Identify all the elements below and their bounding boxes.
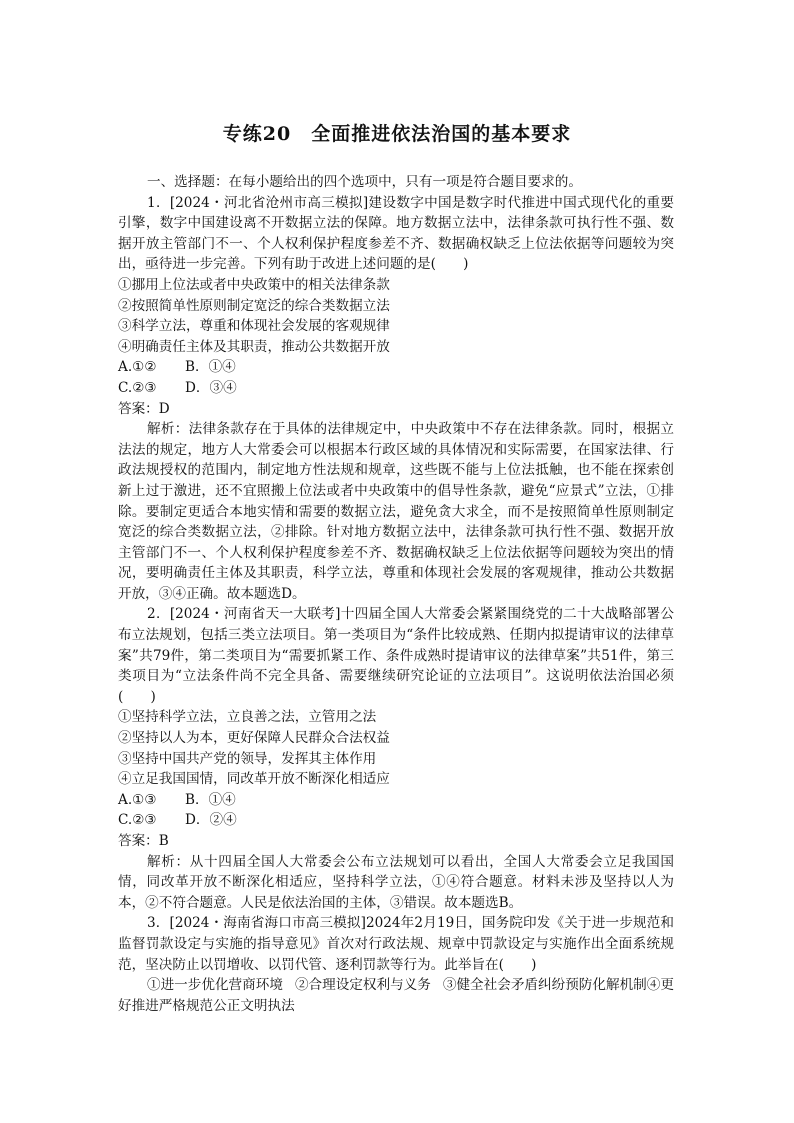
question-2-option-a: A.①③ <box>118 791 157 808</box>
question-3-item-1: ①进一步优化营商环境 <box>147 977 283 994</box>
question-2-answer: 答案：B <box>118 833 169 849</box>
question-1-item-1: ①挪用上位法或者中央政策中的相关法律条款 <box>118 276 390 293</box>
question-2-option-d: D．②④ <box>185 812 237 829</box>
question-1-options-row-2 <box>118 378 674 399</box>
question-2-item-3: ③坚持中国共产党的领导，发挥其主体作用 <box>118 750 377 767</box>
question-3-item-3: ③健全社会矛盾纠纷预防化解机制 <box>442 977 647 994</box>
question-1-option-d: D．③④ <box>185 379 237 396</box>
question-1-option-a: A.①② <box>118 359 157 376</box>
question-2-item-2: ②坚持以人为本，更好保障人民群众合法权益 <box>118 730 390 747</box>
document-body <box>118 172 674 1016</box>
question-2-options-row-1 <box>118 790 674 811</box>
question-1-stem: 1．[2024・河北省沧州市高三模拟]建设数字中国是数字时代推进中国式现代化的重要引擎，数字中国建设离不开数据立法的保障。地方数据立法中，法律条款可执行性不强、数据开放主管部门不一、个人权利保护程度参差不齐、数据确权缺乏上位法依据等问题较为突出，亟待进一步完善。下列有助于改进上述问题的是( ) <box>118 194 674 273</box>
question-1-item-2: ②按照简单性原则制定宽泛的综合类数据立法 <box>118 297 390 314</box>
question-1-options-row-1 <box>118 357 674 378</box>
question-1-item-4: ④明确责任主体及其职责，推动公共数据开放 <box>118 338 390 355</box>
question-3-item-2: ②合理设定权利与义务 <box>294 977 431 994</box>
question-3-stem: 3．[2024・海南省海口市高三模拟]2024年2月19日，国务院印发《关于进一步规范和监督罚款设定与实施的指导意见》首次对行政法规、规章中罚款设定与实施作出全面系统规范，坚决防止以罚增收、以罚代管、逐利罚款等行为。此举旨在( ) <box>118 915 674 973</box>
page-title: 专练20 全面推进依法治国的基本要求 <box>222 123 572 145</box>
question-2-option-c: C.②③ <box>118 812 157 829</box>
section-heading: 一、选择题：在每小题给出的四个选项中，只有一项是符合题目要求的。 <box>147 174 582 190</box>
question-3-items <box>118 975 674 1016</box>
question-1-answer: 答案：D <box>118 400 170 417</box>
question-3-item-4: ④更好推进严格规范公正文明执法 <box>118 977 674 1014</box>
question-1-option-b: B．①④ <box>185 359 236 376</box>
question-2-option-b: B．①④ <box>185 791 236 808</box>
question-1-item-3: ③科学立法，尊重和体现社会发展的客观规律 <box>118 318 390 335</box>
question-2-item-4: ④立足我国国情，同改革开放不断深化相适应 <box>118 771 390 788</box>
question-1-analysis: 解析：法律条款存在于具体的法律规定中，中央政策中不存在法律条款。同时，根据立法法的规定，地方人大常委会可以根据本行政区域的具体情况和实际需要，在国家法律、行政法规授权的范围内，制定地方性法规和规章，这些既不能与上位法抵触，也不能在探索创新上过于激进，还不宜照搬上位法或者中央政策中的倡导性条款，避免“应景式”立法，①排除。要制定更适合本地实情和需要的数据立法，避免贪大求全，而不是按照简单性原则制定宽泛的综合类数据立法，②排除。针对地方数据立法中，法律条款可执行性不强、数据开放主管部门不一、个人权利保护程度参差不齐、数据确权缺乏上位法依据等问题较为突出的情况，要明确责任主体及其职责，科学立法，尊重和体现社会发展的客观规律，推动公共数据开放，③④正确。故本题选D。 <box>118 421 674 602</box>
question-2-analysis: 解析：从十四届全国人大常委会公布立法规划可以看出，全国人大常委会立足我国国情，同改革开放不断深化相适应，坚持科学立法，①④符合题意。材料未涉及坚持以人为本，②不符合题意。人民是依法治国的主体，③错误。故本题选B。 <box>118 853 674 911</box>
question-2-item-1: ①坚持科学立法，立良善之法，立管用之法 <box>118 709 377 726</box>
question-1-option-c: C.②③ <box>118 379 157 396</box>
question-2-stem: 2．[2024・河南省天一大联考]十四届全国人大常委会紧紧围绕党的二十大战略部署公布立法规划，包括三类立法项目。第一类项目为“条件比较成熟、任期内拟提请审议的法律草案”共79件，第二类项目为“需要抓紧工作、条件成熟时提请审议的法律草案”共51件，第三类项目为“立法条件尚不完全具备、需要继续研究论证的立法项目”。这说明依法治国必须( ) <box>118 606 674 705</box>
question-2-options-row-2 <box>118 810 674 831</box>
